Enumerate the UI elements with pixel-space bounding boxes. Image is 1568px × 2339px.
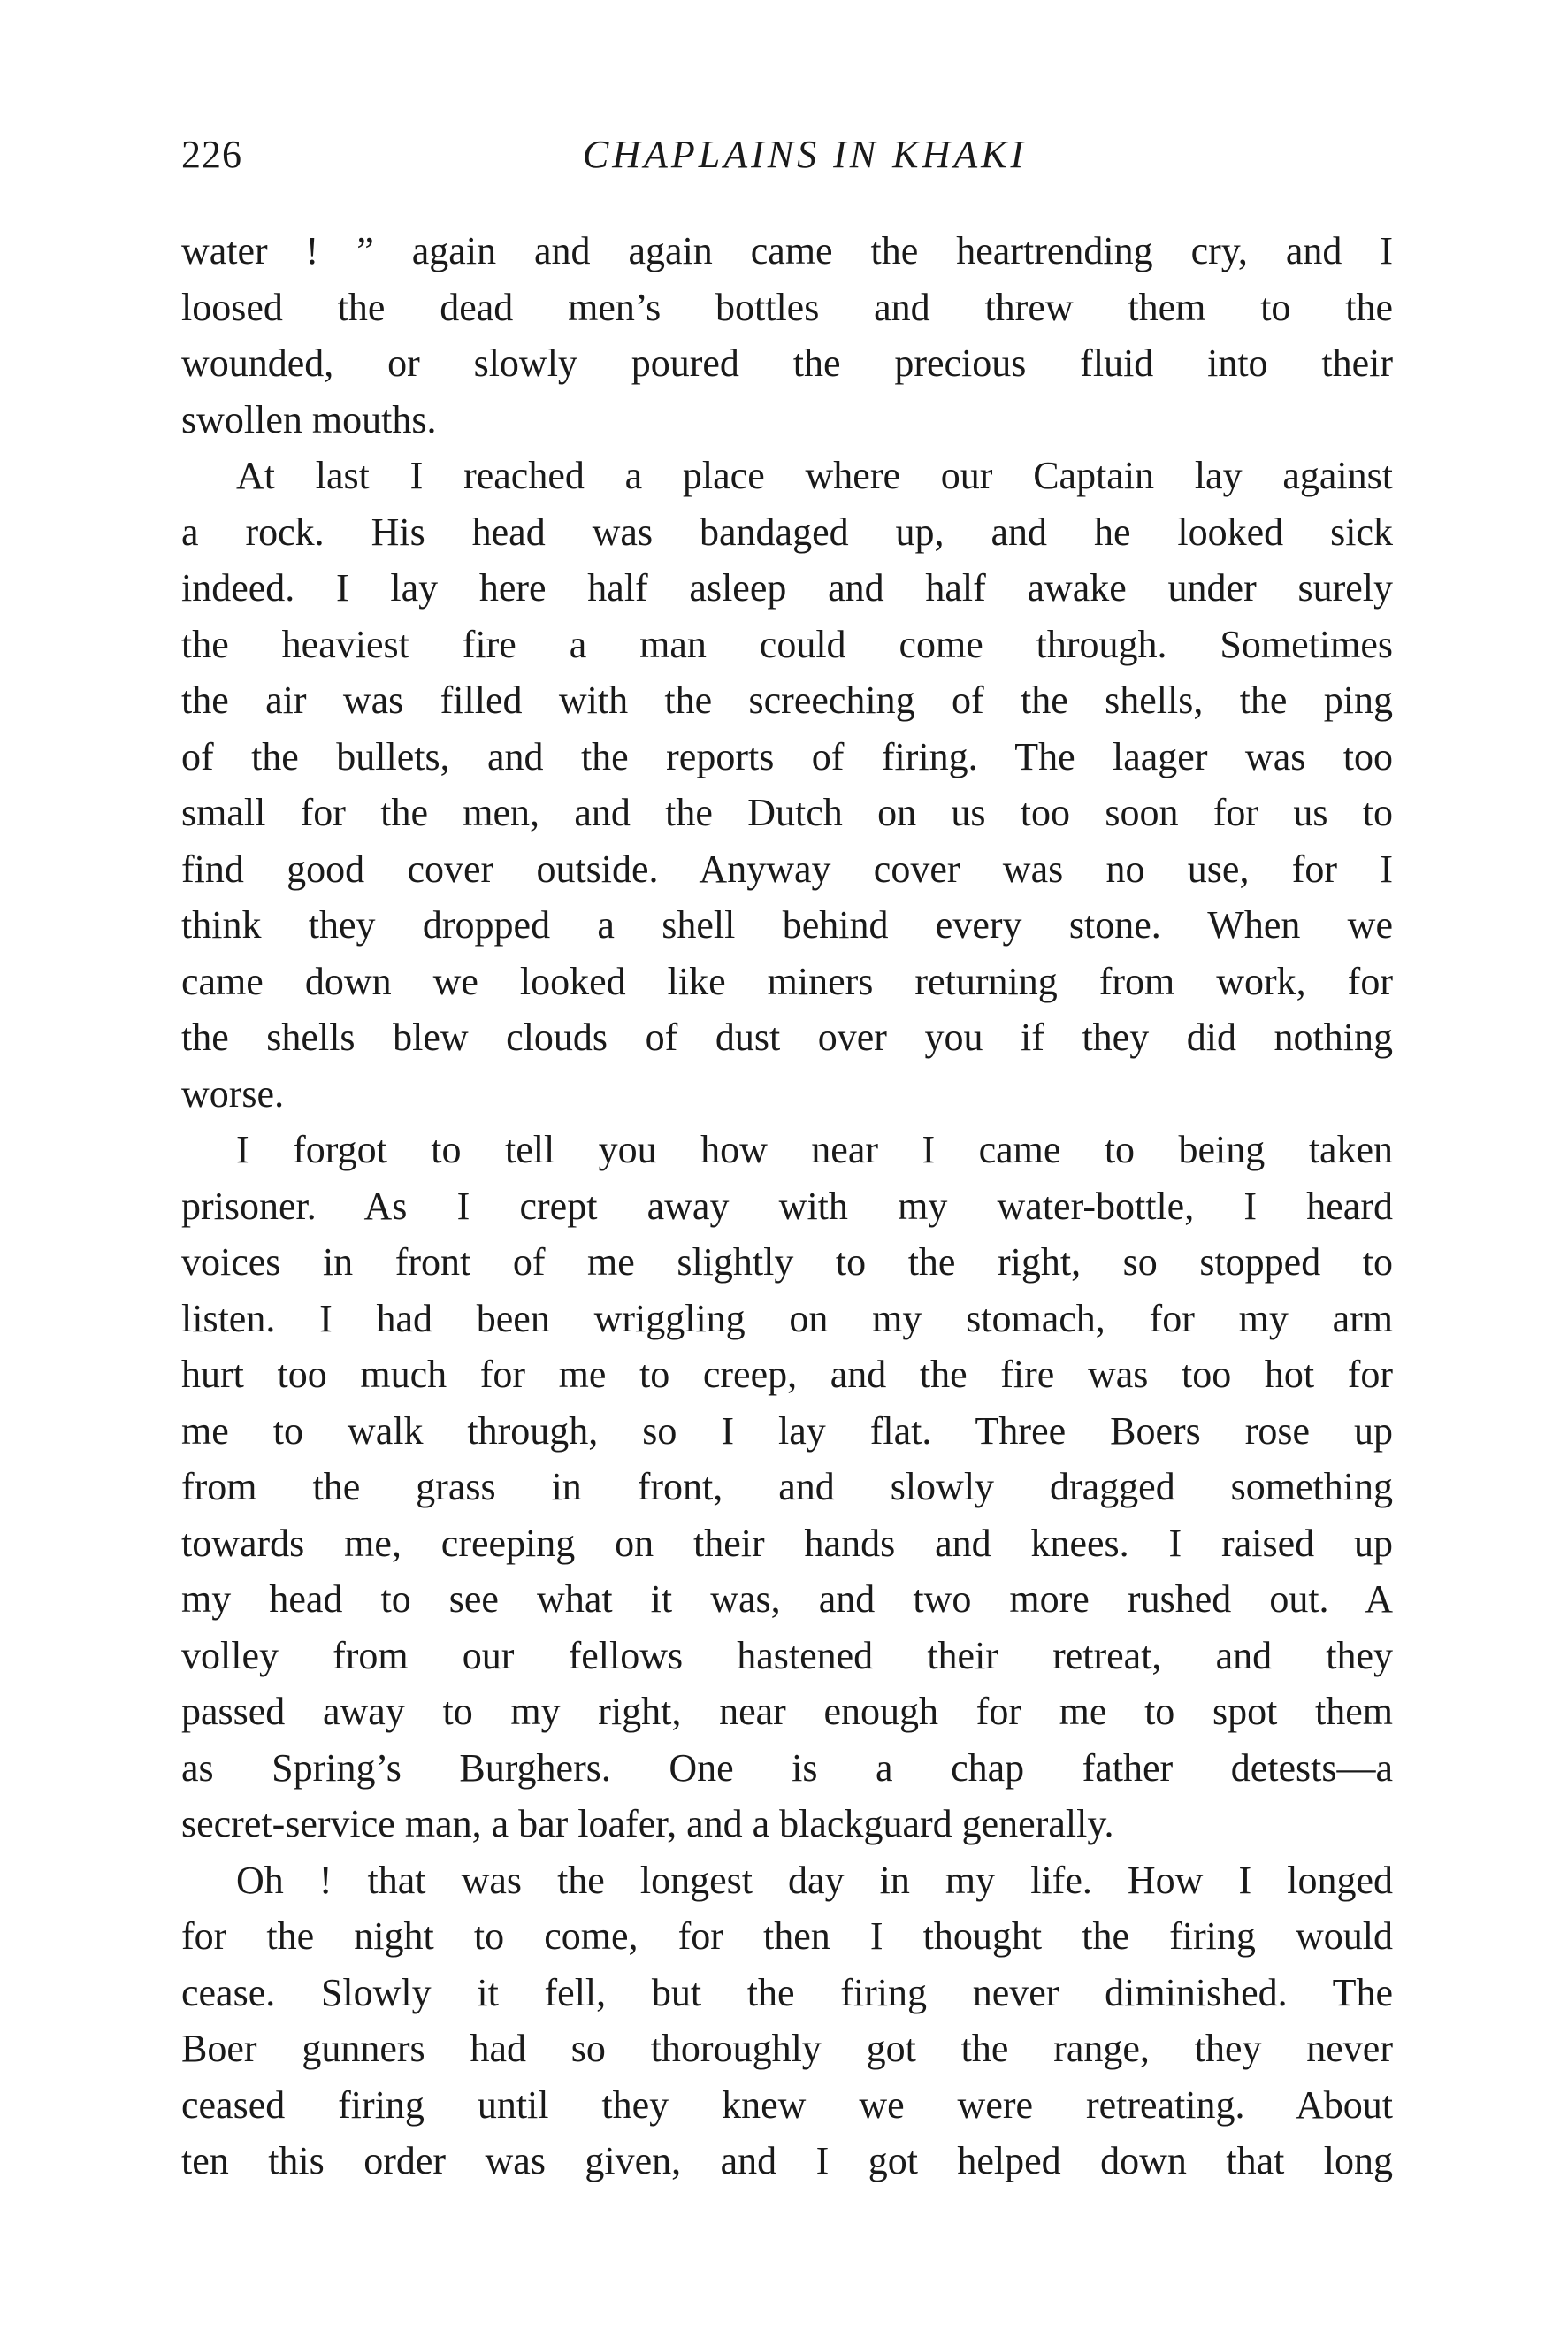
text-line: passed away to my right, near enough for me to spot them [181,1690,1393,1733]
text-line: me to walk through, so I lay flat. Three Boers rose up [181,1408,1393,1453]
text-line: for the night to come, for then I thought the firing would [181,1914,1393,1958]
body-text [181,223,1393,2189]
text-line: wounded, or slowly poured the precious fluid into their [181,341,1393,385]
text-line: hurt too much for me to creep, and the fire was too hot for [181,1353,1393,1396]
paragraph-2 [181,448,1393,1122]
text-line: ceased firing until they knew we were retreating. About [181,2082,1393,2127]
text-line: small for the men, and the Dutch on us too soon for us to [181,791,1393,834]
running-title: CHAPLAINS IN KHAKI [582,133,1028,176]
text-line: volley from our fellows hastened their retreat, and they [181,1633,1393,1677]
text-line: cease. Slowly it fell, but the firing never diminished. The [181,1970,1393,2014]
text-line: secret-service man, a bar loafer, and a blackguard generally. [181,1802,1114,1845]
text-line: At last I reached a place where our Captain lay against [236,454,1393,497]
running-head [181,124,1393,186]
text-line: voices in front of me slightly to the right, so stopped to [181,1240,1393,1284]
text-line: came down we looked like miners returning from work, for [181,959,1393,1003]
text-line: ten this order was given, and I got helped down that long [181,2139,1393,2182]
text-line: think they dropped a shell behind every stone. When we [181,903,1393,947]
text-line: Oh ! that was the longest day in my life. How I longed [236,1858,1393,1902]
text-line: the shells blew clouds of dust over you if they did nothing [181,1016,1393,1059]
text-line: water ! ” again and again came the heartrending cry, and I [181,229,1393,272]
text-line: of the bullets, and the reports of firing. The laager was too [181,734,1393,778]
paragraph-1 [181,223,1393,448]
text-line: from the grass in front, and slowly dragged something [181,1465,1393,1508]
text-line: Boer gunners had so thoroughly got the range, they never [181,2027,1393,2070]
text-line: prisoner. As I crept away with my water-bottle, I heard [181,1184,1393,1228]
page-number: 226 [181,133,242,176]
text-line: worse. [181,1071,285,1116]
text-line: indeed. I lay here half asleep and half awake under surely [181,566,1393,610]
text-line: the air was filled with the screeching of the shells, the ping [181,679,1393,722]
text-line: I forgot to tell you how near I came to being taken [236,1128,1393,1171]
paragraph-3 [181,1122,1393,1852]
text-line: towards me, creeping on their hands and knees. I raised up [181,1521,1393,1565]
text-line: my head to see what it was, and two more rushed out. A [181,1577,1393,1621]
text-line: swollen mouths. [181,397,437,441]
text-line: listen. I had been wriggling on my stomach, for my arm [181,1296,1393,1340]
text-line: the heaviest fire a man could come through. Sometimes [181,622,1393,666]
text-line: as Spring’s Burghers. One is a chap father detests—a [181,1745,1393,1790]
text-line: a rock. His head was bandaged up, and he looked sick [181,510,1393,554]
paragraph-4 [181,1852,1393,2189]
text-line: find good cover outside. Anyway cover was no use, for I [181,847,1393,891]
text-line: loosed the dead men’s bottles and threw them to the [181,285,1393,329]
